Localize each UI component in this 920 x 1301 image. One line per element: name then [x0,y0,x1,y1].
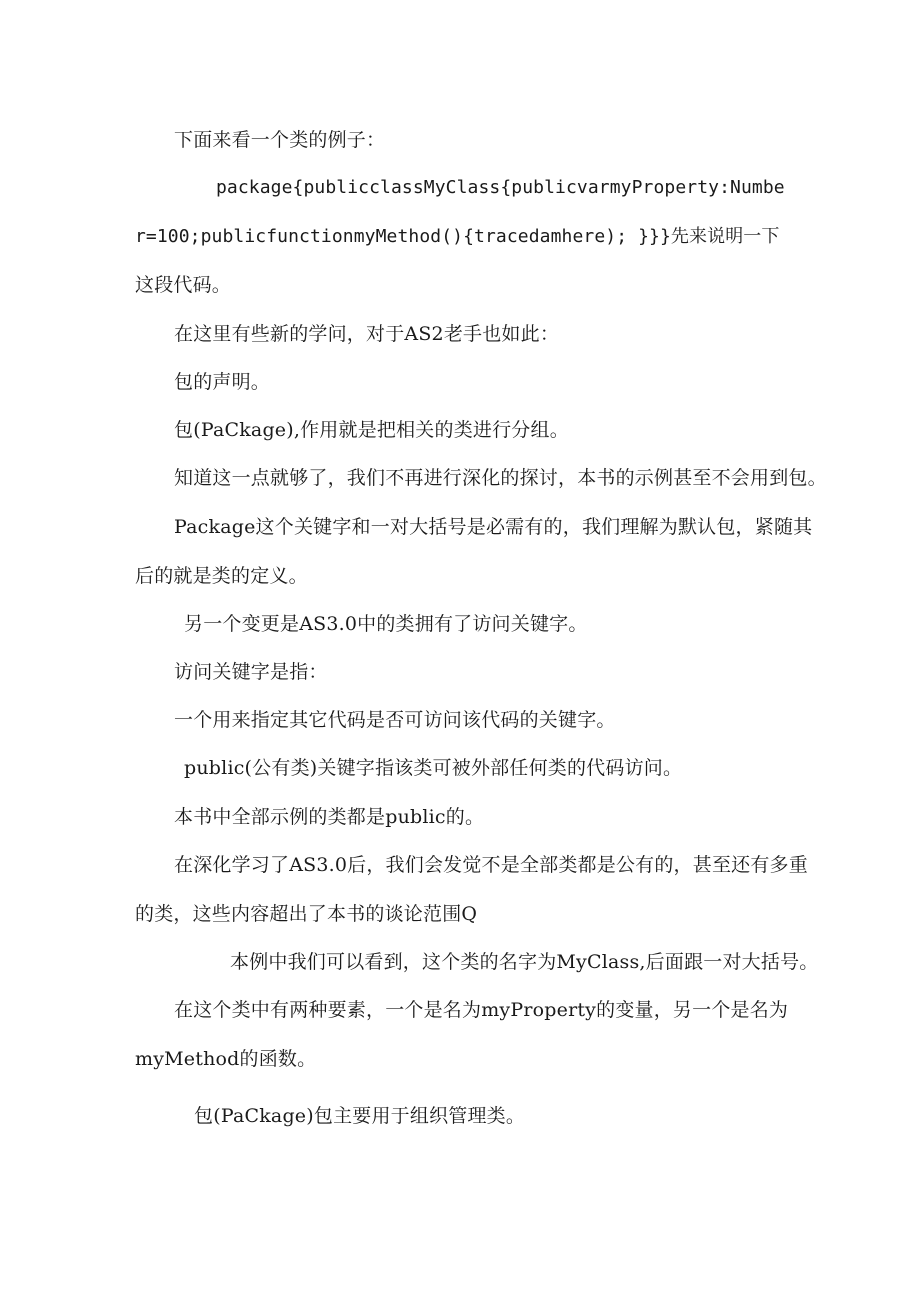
paragraph-code-explain-end: 这段代码。 [135,274,232,296]
paragraph-all-public: 本书中全部示例的类都是public的。 [174,806,485,828]
paragraph-deep-learning-2: 的类，这些内容超出了本书的谈论范围Q [135,903,478,925]
code-line-2: r=100;publicfunctionmyMethod(){tracedamhere); }}}先来说明一下 [135,226,780,247]
paragraph-intro: 下面来看一个类的例子： [174,129,386,151]
paragraph-package-organize: 包(PaCkage)包主要用于组织管理类。 [194,1105,526,1127]
paragraph-class-name: 本例中我们可以看到，这个类的名字为MyClass,后面跟一对大括号。 [230,951,819,973]
paragraph-package-purpose: 包(PaCkage),作用就是把相关的类进行分组。 [174,419,569,441]
paragraph-class-elements-2: myMethod的函数。 [135,1048,317,1070]
paragraph-new-knowledge: 在这里有些新的学问，对于AS2老手也如此： [174,323,560,345]
paragraph-enough-known: 知道这一点就够了，我们不再进行深化的探讨，本书的示例甚至不会用到包。 [174,467,827,489]
paragraph-access-keyword-def: 访问关键字是指： [174,661,328,683]
code-line-1: package{publicclassMyClass{publicvarmyProperty:Numbe [216,177,785,198]
paragraph-package-declaration: 包的声明。 [174,371,271,393]
paragraph-access-keyword-desc: 一个用来指定其它代码是否可访问该代码的关键字。 [174,709,616,731]
paragraph-class-elements-1: 在这个类中有两种要素，一个是名为myProperty的变量，另一个是名为 [174,999,789,1021]
paragraph-package-keyword-1: Package这个关键字和一对大括号是必需有的，我们理解为默认包，紧随其 [174,516,813,538]
paragraph-public-keyword: public(公有类)关键字指该类可被外部任何类的代码访问。 [184,757,683,779]
paragraph-deep-learning-1: 在深化学习了AS3.0后，我们会发觉不是全部类都是公有的，甚至还有多重 [174,854,808,876]
paragraph-package-keyword-2: 后的就是类的定义。 [135,565,308,587]
paragraph-access-keyword-change: 另一个变更是AS3.0中的类拥有了访问关键字。 [184,613,588,635]
